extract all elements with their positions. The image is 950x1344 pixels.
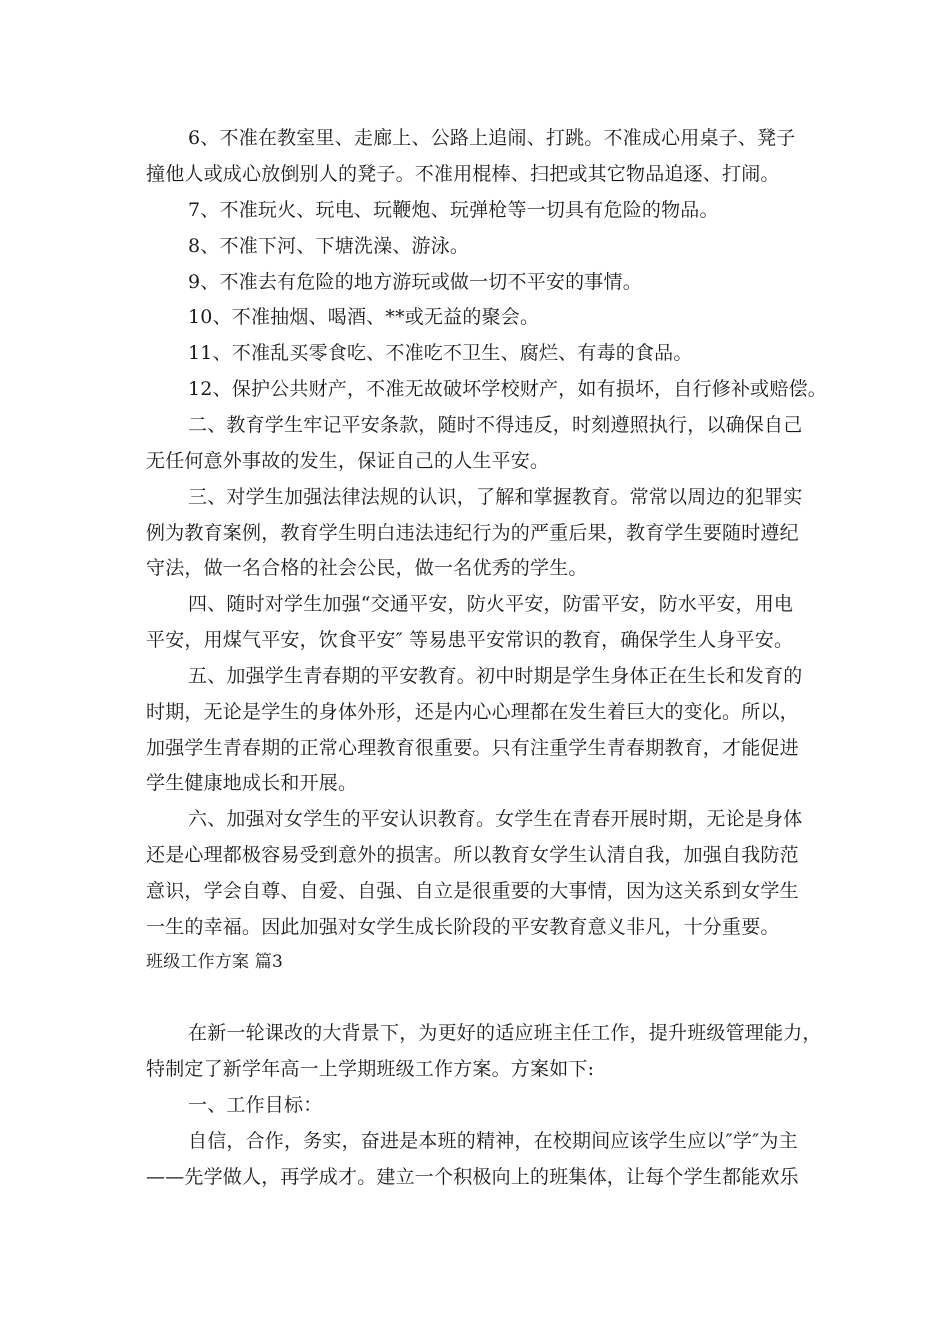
section-5-line-1: 五、加强学生青春期的平安教育。初中时期是学生身体正在生长和发育的 [188,665,803,687]
section-4-line-2: 平安，用煤气平安，饮食平安″ 等易患平安常识的教育，确保学生人身平安。 [146,629,794,651]
rule-6-line-1: 6、不准在教室里、走廊上、公路上追闹、打跳。不准成心用桌子、凳子 [188,127,796,149]
work-goal-heading: 一、工作目标： [188,1094,323,1116]
rule-7: 7、不准玩火、玩电、玩鞭炮、玩弹枪等一切具有危险的物品。 [188,199,719,221]
section-5-line-3: 加强学生青春期的正常心理教育很重要。只有注重学生青春期教育，才能促进 [146,737,799,759]
plan-intro-line-2: 特制定了新学年高一上学期班级工作方案。方案如下: [146,1058,595,1080]
section-4-line-1: 四、随时对学生加强“交通平安，防火平安，防雷平安，防水平安，用电 [188,593,794,615]
section-6-line-4: 一生的幸福。因此加强对女学生成长阶段的平安教育意义非凡，十分重要。 [146,916,780,938]
rule-6-line-2: 撞他人或成心放倒别人的凳子。不准用棍棒、扫把或其它物品追逐、打闹。 [146,163,780,185]
section-2-line-2: 无任何意外事故的发生，保证自己的人生平安。 [146,450,550,472]
section-6-line-3: 意识，学会自尊、自爱、自强、自立是很重要的大事情，因为这关系到女学生 [146,880,799,902]
work-goal-line-2: ——先学做人，再学成才。建立一个积极向上的班集体，让每个学生都能欢乐 [146,1166,799,1188]
section-2-line-1: 二、教育学生牢记平安条款，随时不得违反，时刻遵照执行，以确保自己 [188,414,803,436]
plan-3-heading: 班级工作方案 篇3 [146,952,284,972]
section-6-line-2: 还是心理都极容易受到意外的损害。所以教育女学生认清自我，加强自我防范 [146,844,799,866]
section-6-line-1: 六、加强对女学生的平安认识教育。女学生在青春开展时期，无论是身体 [188,808,803,830]
section-3-line-2: 例为教育案例，教育学生明白违法违纪行为的严重后果，教育学生要随时遵纪 [146,522,799,544]
work-goal-line-1: 自信，合作，务实，奋进是本班的精神，在校期间应该学生应以″学″为主 [188,1130,798,1152]
section-5-line-2: 时期，无论是学生的身体外形，还是内心心理都在发生着巨大的变化。所以， [146,701,799,723]
section-3-line-3: 守法，做一名合格的社会公民，做一名优秀的学生。 [146,557,588,579]
rule-10: 10、不准抽烟、喝酒、**或无益的聚会。 [188,306,540,328]
rule-9: 9、不准去有危险的地方游玩或做一切不平安的事情。 [188,271,642,293]
rule-12: 12、保护公共财产，不准无故破坏学校财产，如有损坏，自行修补或赔偿。 [188,378,827,400]
section-5-line-4: 学生健康地成长和开展。 [146,772,358,794]
rule-11: 11、不准乱买零食吃、不准吃不卫生、腐烂、有毒的食品。 [188,342,693,364]
plan-intro-line-1: 在新一轮课改的大背景下，为更好的适应班主任工作，提升班级管理能力， [188,1022,822,1044]
rule-8: 8、不准下河、下塘洗澡、游泳。 [188,235,470,257]
section-3-line-1: 三、对学生加强法律法规的认识，了解和掌握教育。常常以周边的犯罪实 [188,486,803,508]
